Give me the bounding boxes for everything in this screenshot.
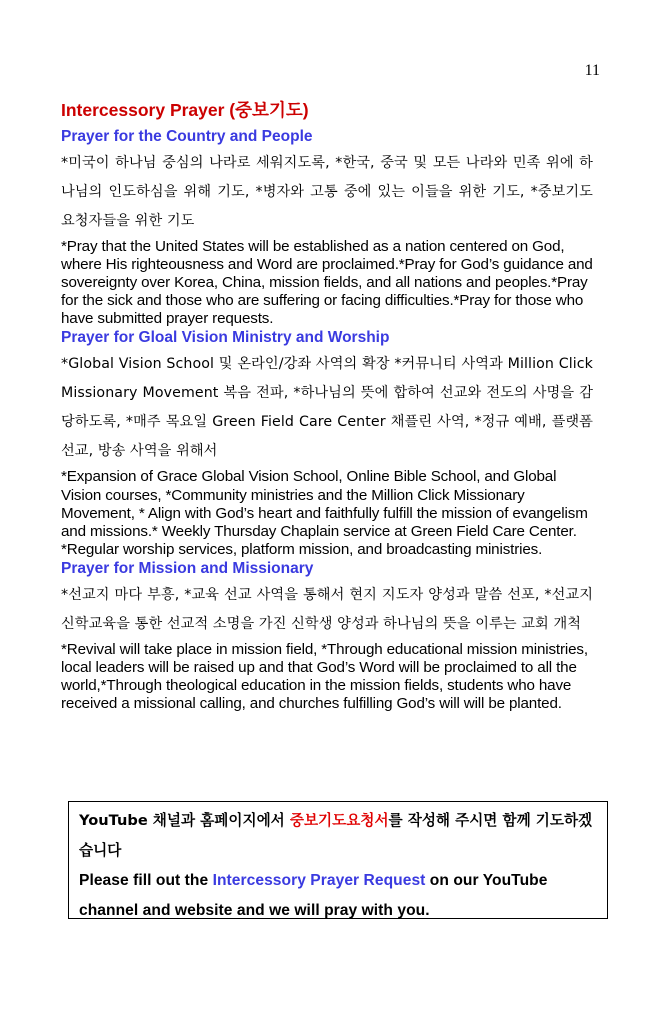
prayer-request-form-highlight-korean: 중보기도요청서 [289,812,389,829]
prayer-request-notice-box [68,801,608,919]
page-number: 11 [584,62,600,79]
notice-english [79,866,595,926]
section-heading: Prayer for the Country and People [61,128,313,145]
notice-korean [79,806,595,866]
section-heading: Prayer for Mission and Missionary [61,559,314,577]
page-title: Intercessory Prayer (중보기도) [61,100,309,120]
section-global-vision [61,328,593,558]
section-english-text: *Expansion of Grace Global Vision School, Online Bible School, and Global Vision courses, *Community ministries and the Million Click Missionary Movement, * Align with God’s heart and faithfully fulfill the mission of evangelism and missions.* Weekly Thursday Chaplain service at Green Field Care Center. *Regular worship services, platform mission, and broadcasting ministries. [61,468,588,558]
section-english-text: *Revival will take place in mission field, *Through educational mission ministries, local leaders will be raised up and that God’s Word will be proclaimed to all the world,*Through theological education in the mission fields, students who have received a missional calling, and churches fulfilling God’s will will be planted. [61,640,588,713]
section-heading: Prayer for Gloal Vision Ministry and Worship [61,329,390,347]
notice-english-text: on our YouTube channel and website and we will pray with you. [79,872,548,919]
section-english-text: *Pray that the United States will be established as a nation centered on God, where His righteousness and Word are proclaimed.*Pray for God’s guidance and sovereignty over Korea, China, mission fields, and all nations and peoples.*Pray for the sick and those who are suffering or facing difficulties.*Pray for those who have submitted prayer requests. [61,238,593,328]
section-mission-missionary [61,559,593,713]
section-korean-text: *미국이 하나님 중심의 나라로 세워지도록, *한국, 중국 및 모든 나라와 민족 위에 하나님의 인도하심을 위해 기도, *병자와 고통 중에 있는 이들을 위한 기도, *중보기도 요청자들을 위한 기도 [61,155,593,229]
notice-english-text: Please fill out the [79,872,213,889]
notice-korean-text: 를 작성해 주시면 함께 기도하겠습니다 [79,812,593,859]
section-korean-text: *Global Vision School 및 온라인/강좌 사역의 확장 *커뮤니티 사역과 Million Click Missionary Movement 복음 전파, *하나님의 뜻에 합하여 선교와 전도의 사명을 감당하도록, *매주 목요일 Green Field Care Center 채플린 사역, *정규 예배, 플랫폼 선교, 방송 사역을 위해서 [61,356,593,460]
section-country-people [61,127,593,328]
main-content [61,99,593,713]
notice-korean-text: YouTube 채널과 홈페이지에서 [79,812,290,829]
prayer-request-form-highlight-english: Intercessory Prayer Request [212,872,426,889]
section-korean-text: *선교지 마다 부흥, *교육 선교 사역을 통해서 현지 지도자 양성과 말씀 선포, *선교지 신학교육을 통한 선교적 소명을 가진 신학생 양성과 하나님의 뜻을 이루는 교회 개척 [61,586,593,632]
